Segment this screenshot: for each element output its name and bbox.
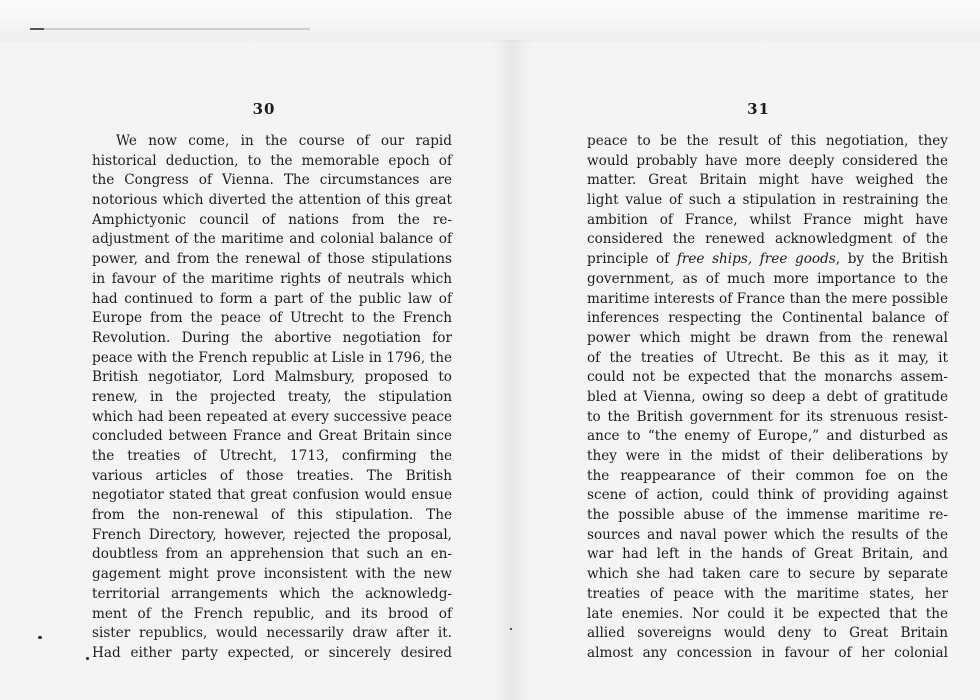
right-page-line: the possible abuse of the immense maritime re-: [587, 507, 948, 524]
italic-phrase: free ships, free goods: [676, 251, 836, 268]
ink-speck: [510, 628, 512, 630]
left-page-line: notorious which diverted the attention of this great: [92, 192, 452, 209]
right-page-line: government, as of much more importance to the: [587, 270, 948, 287]
right-page-line: bled at Vienna, owing so deep a debt of gratitude: [587, 388, 948, 405]
left-page-line: French Directory, however, rejected the proposal,: [92, 526, 452, 543]
left-page-line: British negotiator, Lord Malmsbury, proposed to: [92, 369, 452, 386]
right-page-line: maritime interests of France than the mere possible: [587, 290, 948, 307]
scan-artifact-line: [30, 28, 310, 30]
right-page-text: [583, 132, 948, 664]
left-page-line: in favour of the maritime rights of neutrals which: [92, 270, 452, 287]
scan-top-edge: [0, 0, 980, 42]
left-page-line: peace with the French republic at Lisle in 1796, the: [92, 349, 452, 366]
right-page-line: almost any concession in favour of her colonial: [587, 644, 948, 661]
right-page-line: ambition of France, whilst France might have: [587, 211, 948, 228]
ink-speck: [38, 636, 42, 639]
left-page-line: historical deduction, to the memorable epoch of: [92, 152, 452, 169]
right-page-line: scene of action, could think of providing against: [587, 487, 948, 504]
right-page-line: which she had taken care to secure by separate: [587, 566, 948, 583]
right-page-line: to the British government for its strenuous resist-: [587, 408, 948, 425]
left-page-line: adjustment of the maritime and colonial balance of: [92, 231, 452, 248]
left-page-line: which had been repeated at every successive peace: [92, 408, 452, 425]
right-page-line: matter. Great Britain might have weighed the: [587, 172, 948, 189]
right-page-line: late enemies. Nor could it be expected that the: [587, 605, 948, 622]
right-page-line: the reappearance of their common foe on the: [587, 467, 948, 484]
left-page-line: Had either party expected, or sincerely desired: [92, 644, 452, 661]
right-page-line: considered the renewed acknowledgment of the: [587, 231, 948, 248]
right-page-line: ance to “the enemy of Europe,” and disturbed as: [587, 428, 948, 445]
left-page-line: negotiator stated that great confusion would ensue: [92, 487, 452, 504]
left-page-line: various articles of those treaties. The British: [92, 467, 452, 484]
left-page-number: 30: [252, 100, 276, 118]
book-gutter: [492, 40, 532, 700]
right-page-line: war had left in the hands of Great Britain, and: [587, 546, 948, 563]
left-page-line: sister republics, would necessarily draw after it.: [92, 625, 452, 642]
left-page-line: territorial arrangements which the acknowledg-: [92, 585, 452, 602]
left-page-line: the Congress of Vienna. The circumstances are: [92, 172, 452, 189]
left-page-line: the treaties of Utrecht, 1713, confirming the: [92, 448, 452, 464]
left-page-line: ment of the French republic, and its brood of: [92, 605, 452, 622]
right-page-line: they were in the midst of their deliberations by: [587, 448, 948, 464]
right-page-line: principle of free ships, free goods, by the British: [587, 251, 949, 268]
right-page-line: light value of such a stipulation in restraining the: [587, 192, 948, 209]
right-page-line: would probably have more deeply considered the: [587, 152, 948, 169]
left-page-text: [92, 132, 452, 664]
right-page-line: inferences respecting the Continental balance of: [587, 310, 948, 327]
right-page-line: power which might be drawn from the renewal: [587, 329, 948, 346]
left-page-line: concluded between France and Great Britain since: [92, 428, 452, 445]
left-page-line: from the non-renewal of this stipulation. The: [92, 507, 452, 524]
right-page-number: 31: [747, 100, 770, 118]
left-page-line: gagement might prove inconsistent with the new: [92, 566, 452, 583]
right-page-line: treaties of peace with the maritime states, her: [587, 585, 948, 602]
right-page-line: sources and naval power which the results of the: [587, 526, 948, 543]
left-page-line: Amphictyonic council of nations from the re-: [92, 211, 452, 228]
right-page-line: could not be expected that the monarchs assem-: [587, 369, 948, 386]
left-page-line: We now come, in the course of our rapid: [116, 133, 452, 149]
left-page-line: Revolution. During the abortive negotiation for: [92, 329, 452, 346]
left-page-line: Europe from the peace of Utrecht to the French: [92, 310, 452, 327]
left-page-line: power, and from the renewal of those stipulations: [92, 251, 452, 268]
right-page-line: peace to be the result of this negotiation, they: [587, 133, 948, 149]
right-page-line: allied sovereigns would deny to Great Britain: [587, 625, 948, 642]
left-page-line: doubtless from an apprehension that such an en-: [92, 546, 452, 563]
ink-speck: [86, 657, 89, 660]
right-page-line: of the treaties of Utrecht. Be this as it may, it: [587, 349, 948, 366]
left-page-line: renew, in the projected treaty, the stipulation: [92, 388, 452, 405]
left-page-line: had continued to form a part of the public law of: [92, 290, 452, 307]
